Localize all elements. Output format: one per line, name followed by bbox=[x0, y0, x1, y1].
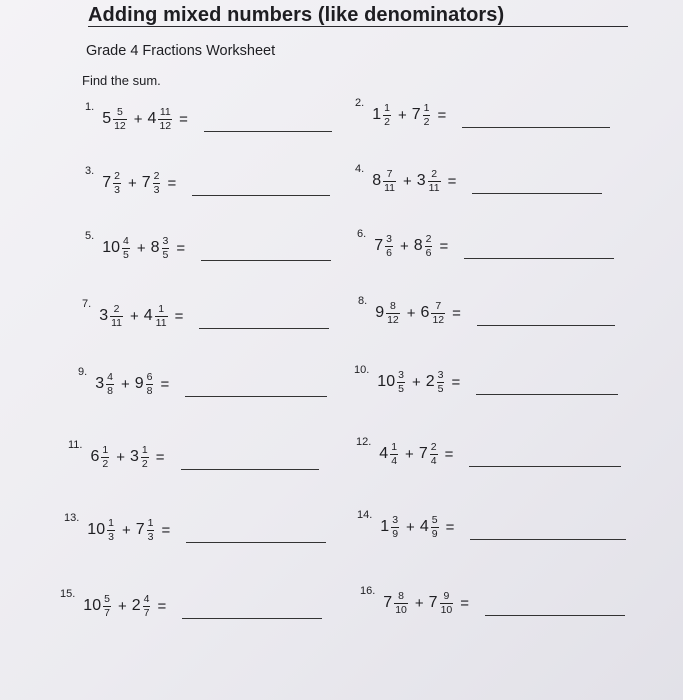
fraction bbox=[391, 515, 399, 539]
numerator: 4 bbox=[122, 235, 129, 247]
plus-sign: + bbox=[130, 307, 139, 325]
plus-sign: + bbox=[127, 174, 137, 192]
page-title: Adding mixed numbers (like denominators) bbox=[88, 4, 505, 26]
problem-8 bbox=[358, 293, 615, 333]
fraction bbox=[143, 594, 151, 618]
denominator: 2 bbox=[141, 457, 148, 470]
numerator: 2 bbox=[114, 170, 120, 182]
equals-sign: = bbox=[460, 594, 470, 612]
problem-number: 7. bbox=[82, 298, 92, 310]
fraction bbox=[141, 445, 149, 469]
numerator: 5 bbox=[431, 514, 438, 526]
denominator: 12 bbox=[432, 313, 445, 326]
plus-sign: + bbox=[121, 521, 131, 539]
equals-sign: = bbox=[167, 174, 177, 192]
problem-12 bbox=[356, 434, 621, 474]
denominator: 11 bbox=[428, 181, 440, 194]
denominator: 8 bbox=[107, 384, 113, 397]
numerator: 9 bbox=[443, 590, 450, 602]
numerator: 1 bbox=[384, 102, 390, 114]
denominator: 12 bbox=[159, 119, 172, 132]
fraction bbox=[428, 169, 441, 193]
answer-line[interactable] bbox=[477, 324, 615, 326]
numerator: 1 bbox=[102, 444, 109, 456]
numerator: 7 bbox=[435, 300, 442, 312]
whole-number: 2 bbox=[425, 373, 435, 390]
numerator: 3 bbox=[162, 235, 169, 247]
numerator: 11 bbox=[159, 106, 171, 118]
whole-number: 2 bbox=[131, 597, 141, 614]
fraction bbox=[155, 304, 168, 328]
answer-line[interactable] bbox=[470, 538, 626, 540]
denominator: 2 bbox=[384, 115, 390, 128]
numerator: 3 bbox=[437, 369, 444, 381]
whole-number: 4 bbox=[379, 445, 389, 462]
plus-sign: + bbox=[403, 172, 412, 190]
numerator: 2 bbox=[430, 441, 437, 453]
numerator: 4 bbox=[107, 371, 113, 383]
denominator: 4 bbox=[430, 454, 437, 467]
whole-number: 7 bbox=[141, 174, 151, 191]
fraction bbox=[103, 594, 111, 618]
whole-number: 9 bbox=[134, 375, 144, 392]
equals-sign: = bbox=[451, 373, 461, 391]
numerator: 5 bbox=[117, 106, 123, 118]
numerator: 1 bbox=[147, 517, 154, 529]
denominator: 12 bbox=[387, 313, 399, 326]
fraction bbox=[430, 442, 438, 466]
equals-sign: = bbox=[176, 239, 186, 257]
fraction bbox=[383, 103, 391, 127]
problem-15 bbox=[60, 586, 322, 626]
plus-sign: + bbox=[120, 375, 130, 393]
problem-number: 8. bbox=[358, 295, 368, 307]
whole-number: 7 bbox=[418, 445, 428, 462]
denominator: 12 bbox=[114, 119, 126, 132]
whole-number: 4 bbox=[143, 307, 153, 324]
denominator: 10 bbox=[395, 603, 407, 616]
plus-sign: + bbox=[405, 445, 414, 463]
problem-number: 11. bbox=[68, 439, 83, 451]
equals-sign: = bbox=[444, 445, 454, 463]
answer-line[interactable] bbox=[469, 465, 621, 467]
instructions: Find the sum. bbox=[82, 73, 161, 88]
whole-number: 8 bbox=[150, 239, 160, 256]
plus-sign: + bbox=[399, 237, 409, 255]
problem-3 bbox=[85, 163, 330, 203]
problem-4 bbox=[355, 161, 602, 201]
whole-number: 5 bbox=[102, 110, 112, 127]
problem-16 bbox=[360, 583, 625, 623]
numerator: 8 bbox=[398, 590, 404, 602]
answer-line[interactable] bbox=[204, 130, 332, 132]
problem-6 bbox=[357, 226, 614, 266]
fraction bbox=[153, 171, 161, 195]
whole-number: 10 bbox=[102, 239, 120, 256]
whole-number: 3 bbox=[95, 375, 105, 392]
problem-10 bbox=[354, 362, 618, 402]
equals-sign: = bbox=[439, 237, 449, 255]
numerator: 1 bbox=[158, 303, 165, 315]
denominator: 4 bbox=[391, 454, 398, 467]
denominator: 7 bbox=[104, 606, 110, 619]
answer-line[interactable] bbox=[485, 614, 625, 616]
problem-9 bbox=[78, 364, 327, 404]
fraction bbox=[162, 236, 170, 260]
plus-sign: + bbox=[133, 110, 143, 128]
whole-number: 3 bbox=[416, 172, 426, 189]
problem-number: 16. bbox=[360, 585, 376, 597]
answer-line[interactable] bbox=[186, 541, 326, 543]
denominator: 11 bbox=[384, 181, 395, 194]
whole-number: 3 bbox=[130, 448, 139, 465]
fraction bbox=[423, 103, 431, 127]
denominator: 6 bbox=[425, 246, 432, 259]
equals-sign: = bbox=[179, 110, 188, 128]
fraction bbox=[101, 445, 109, 469]
problem-13 bbox=[64, 510, 326, 550]
equals-sign: = bbox=[437, 106, 447, 124]
problem-1 bbox=[85, 99, 332, 139]
equals-sign: = bbox=[161, 521, 171, 539]
answer-line[interactable] bbox=[462, 126, 610, 128]
problem-number: 1. bbox=[85, 101, 95, 113]
fraction bbox=[147, 518, 155, 542]
equals-sign: = bbox=[452, 304, 461, 322]
denominator: 3 bbox=[114, 183, 120, 196]
fraction bbox=[113, 107, 127, 131]
denominator: 5 bbox=[398, 382, 404, 395]
numerator: 1 bbox=[423, 102, 430, 114]
plus-sign: + bbox=[397, 106, 407, 124]
problem-number: 14. bbox=[357, 509, 373, 521]
fraction bbox=[394, 591, 408, 615]
numerator: 1 bbox=[108, 517, 114, 529]
fraction bbox=[113, 171, 121, 195]
problem-5 bbox=[85, 228, 331, 268]
denominator: 5 bbox=[162, 248, 169, 261]
whole-number: 3 bbox=[99, 307, 109, 324]
whole-number: 4 bbox=[419, 518, 429, 535]
problem-14 bbox=[357, 507, 626, 547]
numerator: 2 bbox=[425, 233, 432, 245]
denominator: 9 bbox=[431, 527, 438, 540]
fraction bbox=[107, 518, 115, 542]
whole-number: 10 bbox=[87, 521, 106, 538]
equals-sign: = bbox=[160, 375, 170, 393]
equals-sign: = bbox=[155, 448, 165, 466]
problem-number: 2. bbox=[355, 97, 365, 109]
equals-sign: = bbox=[174, 307, 184, 325]
fraction bbox=[431, 301, 445, 325]
fraction bbox=[386, 301, 400, 325]
plus-sign: + bbox=[406, 518, 415, 536]
numerator: 1 bbox=[391, 441, 398, 453]
whole-number: 7 bbox=[102, 174, 112, 191]
plus-sign: + bbox=[414, 594, 424, 612]
fraction bbox=[440, 591, 454, 615]
denominator: 8 bbox=[146, 384, 153, 397]
plus-sign: + bbox=[117, 597, 127, 615]
fraction bbox=[158, 107, 172, 131]
whole-number: 7 bbox=[374, 237, 384, 254]
problem-number: 9. bbox=[78, 366, 88, 378]
numerator: 7 bbox=[386, 168, 393, 180]
numerator: 8 bbox=[390, 300, 396, 312]
problem-number: 15. bbox=[60, 588, 76, 600]
numerator: 2 bbox=[113, 303, 120, 315]
fraction bbox=[385, 234, 393, 258]
fraction bbox=[431, 515, 439, 539]
denominator: 2 bbox=[102, 457, 109, 470]
plus-sign: + bbox=[116, 448, 125, 466]
fraction bbox=[106, 372, 114, 396]
plus-sign: + bbox=[411, 373, 421, 391]
denominator: 3 bbox=[153, 183, 160, 196]
problem-number: 6. bbox=[357, 228, 367, 240]
whole-number: 8 bbox=[413, 237, 423, 254]
answer-line[interactable] bbox=[472, 192, 602, 194]
problem-number: 3. bbox=[85, 165, 95, 177]
title-underline bbox=[88, 26, 628, 27]
numerator: 2 bbox=[431, 168, 438, 180]
equals-sign: = bbox=[447, 172, 457, 190]
answer-line[interactable] bbox=[182, 617, 322, 619]
whole-number: 6 bbox=[90, 448, 100, 465]
equals-sign: = bbox=[157, 597, 167, 615]
whole-number: 7 bbox=[383, 594, 393, 611]
answer-line[interactable] bbox=[192, 194, 330, 196]
denominator: 10 bbox=[440, 603, 453, 616]
problem-number: 4. bbox=[355, 163, 365, 175]
denominator: 11 bbox=[111, 316, 122, 329]
denominator: 7 bbox=[143, 606, 150, 619]
whole-number: 10 bbox=[377, 373, 396, 390]
whole-number: 1 bbox=[372, 106, 382, 123]
answer-line[interactable] bbox=[464, 257, 614, 259]
whole-number: 10 bbox=[83, 597, 102, 614]
answer-line[interactable] bbox=[199, 327, 329, 329]
denominator: 5 bbox=[437, 382, 444, 395]
denominator: 3 bbox=[147, 530, 154, 543]
problem-2 bbox=[355, 95, 610, 135]
numerator: 6 bbox=[146, 371, 153, 383]
equals-sign: = bbox=[445, 518, 455, 536]
denominator: 11 bbox=[155, 316, 167, 329]
problem-11 bbox=[68, 437, 319, 477]
answer-line[interactable] bbox=[185, 395, 327, 397]
whole-number: 8 bbox=[372, 172, 382, 189]
whole-number: 1 bbox=[380, 518, 390, 535]
fraction bbox=[110, 304, 123, 328]
whole-number: 9 bbox=[375, 304, 385, 321]
fraction bbox=[383, 169, 396, 193]
fraction bbox=[425, 234, 433, 258]
whole-number: 4 bbox=[147, 110, 157, 127]
answer-line[interactable] bbox=[201, 259, 331, 261]
denominator: 3 bbox=[108, 530, 114, 543]
denominator: 5 bbox=[122, 248, 129, 261]
answer-line[interactable] bbox=[476, 393, 618, 395]
whole-number: 7 bbox=[428, 594, 438, 611]
fraction bbox=[146, 372, 154, 396]
plus-sign: + bbox=[136, 239, 146, 257]
denominator: 2 bbox=[423, 115, 430, 128]
denominator: 6 bbox=[386, 246, 392, 259]
fraction bbox=[437, 370, 445, 394]
whole-number: 7 bbox=[135, 521, 145, 538]
problem-number: 5. bbox=[85, 230, 95, 242]
fraction bbox=[397, 370, 405, 394]
problem-7 bbox=[82, 296, 329, 336]
numerator: 3 bbox=[398, 369, 404, 381]
fraction bbox=[122, 236, 130, 260]
fraction bbox=[390, 442, 398, 466]
numerator: 2 bbox=[153, 170, 160, 182]
denominator: 9 bbox=[392, 527, 399, 540]
numerator: 3 bbox=[392, 514, 399, 526]
problem-number: 10. bbox=[354, 364, 370, 376]
numerator: 5 bbox=[104, 593, 110, 605]
plus-sign: + bbox=[406, 304, 416, 322]
answer-line[interactable] bbox=[181, 468, 319, 470]
whole-number: 6 bbox=[420, 304, 430, 321]
numerator: 3 bbox=[386, 233, 392, 245]
worksheet-subtitle: Grade 4 Fractions Worksheet bbox=[86, 43, 276, 59]
numerator: 4 bbox=[143, 593, 150, 605]
problem-number: 13. bbox=[64, 512, 80, 524]
problem-number: 12. bbox=[356, 436, 372, 448]
numerator: 1 bbox=[141, 444, 148, 456]
whole-number: 7 bbox=[411, 106, 421, 123]
